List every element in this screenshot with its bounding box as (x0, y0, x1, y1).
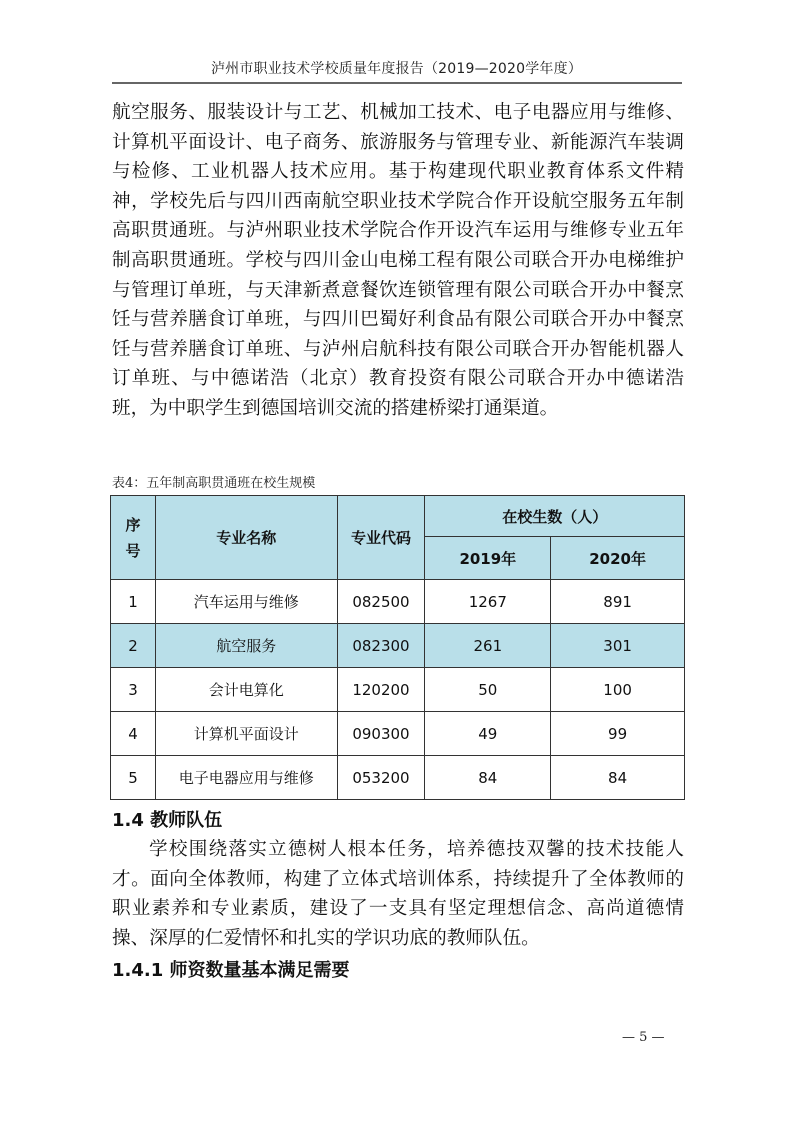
paragraph-line: 计算机平面设计、电子商务、旅游服务与管理专业、新能源汽车装调 (112, 131, 684, 153)
body-paragraph-majors (112, 98, 684, 424)
table-row (111, 756, 685, 800)
paragraph-line: 航空服务、服装设计与工艺、机械加工技术、电子电器应用与维修、 (112, 102, 684, 123)
paragraph-line: 才。面向全体教师，构建了立体式培训体系，持续提升了全体教师的 (112, 868, 684, 890)
cell-index: 4 (111, 712, 156, 756)
cell-2019: 84 (425, 756, 551, 800)
paragraph-line: 与检修、工业机器人技术应用。基于构建现代职业教育体系文件精 (112, 161, 684, 183)
paragraph-line: 高职贯通班。与泸州职业技术学院合作开设汽车运用与维修专业五年 (112, 220, 684, 242)
cell-major-code: 082500 (337, 580, 425, 624)
paragraph-line: 学校围绕落实立德树人根本任务，培养德技双馨的技术技能人 (149, 839, 684, 860)
paragraph-line: 制高职贯通班。学校与四川金山电梯工程有限公司联合开办电梯维护 (112, 249, 684, 271)
table-row (111, 624, 685, 668)
cell-major-code: 090300 (337, 712, 425, 756)
header-index (111, 496, 156, 580)
cell-2020: 301 (551, 624, 685, 668)
cell-index: 2 (111, 624, 156, 668)
cell-index: 1 (111, 580, 156, 624)
cell-2019: 49 (425, 712, 551, 756)
cell-major-code: 082300 (337, 624, 425, 668)
table-row (111, 668, 685, 712)
cell-major-name: 会计电算化 (155, 668, 337, 712)
cell-major-name: 汽车运用与维修 (155, 580, 337, 624)
cell-2019: 50 (425, 668, 551, 712)
cell-major-name: 计算机平面设计 (155, 712, 337, 756)
paragraph-line: 订单班、与中德诺浩（北京）教育投资有限公司联合开办中德诺浩 (112, 368, 684, 390)
cell-2019: 1267 (425, 580, 551, 624)
table-header-row (111, 496, 685, 537)
paragraph-line: 职业素养和专业素质，建设了一支具有坚定理想信念、高尚道德情 (112, 898, 684, 920)
header-index-line1: 序 (125, 515, 141, 534)
cell-index: 3 (111, 668, 156, 712)
header-major-name: 专业名称 (155, 496, 337, 580)
paragraph-line: 与管理订单班，与天津新煮意餐饮连锁管理有限公司联合开办中餐烹 (112, 279, 684, 301)
cell-2019: 261 (425, 624, 551, 668)
paragraph-line: 饪与营养膳食订单班、与泸州启航科技有限公司联合开办智能机器人 (112, 338, 684, 360)
subsection-heading-teacher-count: 1.4.1 师资数量基本满足需要 (112, 960, 350, 981)
cell-major-code: 120200 (337, 668, 425, 712)
table-caption: 表4：五年制高职贯通班在校生规模 (112, 476, 316, 491)
cell-2020: 100 (551, 668, 685, 712)
cell-2020: 891 (551, 580, 685, 624)
header-year-2020: 2020年 (551, 537, 685, 580)
page-number: — 5 — (622, 1030, 665, 1045)
cell-2020: 99 (551, 712, 685, 756)
section-heading-teachers: 1.4 教师队伍 (112, 810, 223, 831)
paragraph-line: 操、深厚的仁爱情怀和扎实的学识功底的教师队伍。 (112, 927, 540, 949)
header-index-line2: 号 (125, 541, 141, 560)
header-major-code: 专业代码 (337, 496, 425, 580)
paragraph-line: 饪与营养膳食订单班，与四川巴蜀好利食品有限公司联合开办中餐烹 (112, 309, 684, 331)
cell-2020: 84 (551, 756, 685, 800)
header-year-2019: 2019年 (425, 537, 551, 580)
enrollment-table (110, 495, 685, 800)
table-row (111, 580, 685, 624)
cell-major-name: 航空服务 (155, 624, 337, 668)
page-header-title: 泸州市职业技术学校质量年度报告（2019—2020学年度） (210, 61, 583, 77)
paragraph-line: 神，学校先后与四川西南航空职业技术学院合作开设航空服务五年制 (112, 190, 684, 212)
cell-major-name: 电子电器应用与维修 (155, 756, 337, 800)
table-row (111, 712, 685, 756)
body-paragraph-teachers (112, 835, 684, 953)
paragraph-line: 班，为中职学生到德国培训交流的搭建桥梁打通渠道。 (112, 397, 559, 419)
header-divider (112, 82, 682, 84)
header-student-count: 在校生数（人） (425, 496, 685, 537)
cell-index: 5 (111, 756, 156, 800)
cell-major-code: 053200 (337, 756, 425, 800)
